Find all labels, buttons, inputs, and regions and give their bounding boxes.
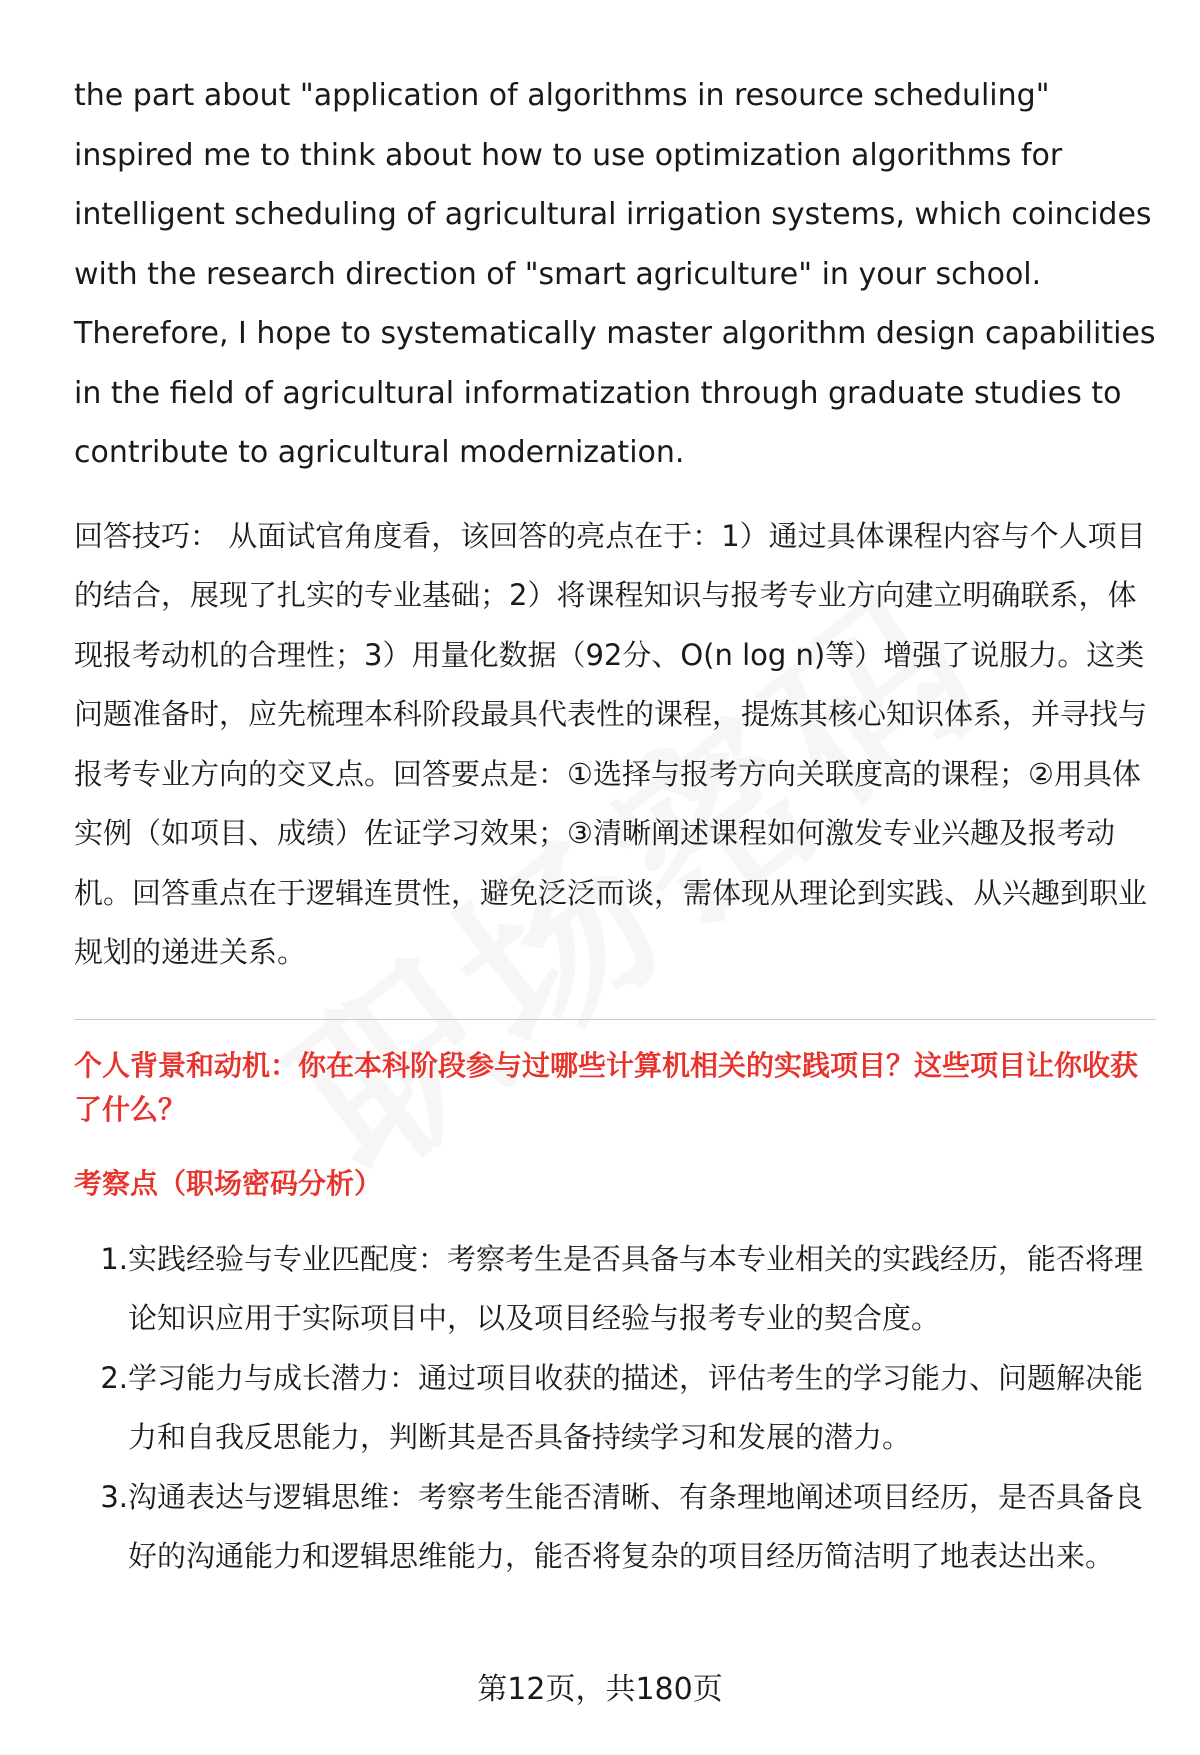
list-item	[74, 1230, 1156, 1349]
intro-paragraph: the part about "application of algorithms in resource scheduling" inspired me to think about how to use optimization algorithms for intelligent scheduling of agricultural irrigation systems, which coincides with the research direction of "smart agriculture" in your school. Therefore, I hope to systematically master algorithm design capabilities in the field of agricultural informatization through graduate studies to contribute to agricultural modernization.	[74, 78, 1156, 470]
list-text: 实践经验与专业匹配度：考察考生是否具备与本专业相关的实践经历，能否将理论知识应用于实际项目中，以及项目经验与报考专业的契合度。	[128, 1241, 1144, 1335]
section-divider	[74, 1019, 1156, 1020]
points-list	[74, 1230, 1156, 1587]
list-number: 3.	[100, 1479, 128, 1514]
section-title: 考察点（职场密码分析）	[74, 1166, 383, 1200]
answer-tips: 回答技巧： 从面试官角度看，该回答的亮点在于：1）通过具体课程内容与个人项目的结合，展现了扎实的专业基础；2）将课程知识与报考专业方向建立明确联系，体现报考动机的合理性；3）用量化数据（92分、O(n log n)等）增强了说服力。这类问题准备时，应先梳理本科阶段最具代表性的课程，提炼其核心知识体系，并寻找与报考专业方向的交叉点。回答要点是：①选择与报考方向关联度高的课程；②用具体实例（如项目、成绩）佐证学习效果；③清晰阐述课程如何激发专业兴趣及报考动机。回答重点在于逻辑连贯性，避免泛泛而谈，需体现从理论到实践、从兴趣到职业规划的递进关系。	[74, 518, 1148, 969]
list-number: 1.	[100, 1241, 128, 1276]
list-text: 沟通表达与逻辑思维：考察考生能否清晰、有条理地阐述项目经历，是否具备良好的沟通能力和逻辑思维能力，能否将复杂的项目经历简洁明了地表达出来。	[128, 1479, 1144, 1573]
question-heading: 个人背景和动机：你在本科阶段参与过哪些计算机相关的实践项目？这些项目让你收获了什么？	[74, 1048, 1139, 1126]
list-item	[74, 1349, 1156, 1468]
page-footer: 第12页，共180页	[477, 1672, 723, 1707]
page-content	[74, 66, 1156, 1587]
list-text: 学习能力与成长潜力：通过项目收获的描述，评估考生的学习能力、问题解决能力和自我反思能力，判断其是否具备持续学习和发展的潜力。	[128, 1360, 1144, 1454]
list-item	[74, 1468, 1156, 1587]
list-number: 2.	[100, 1360, 128, 1395]
